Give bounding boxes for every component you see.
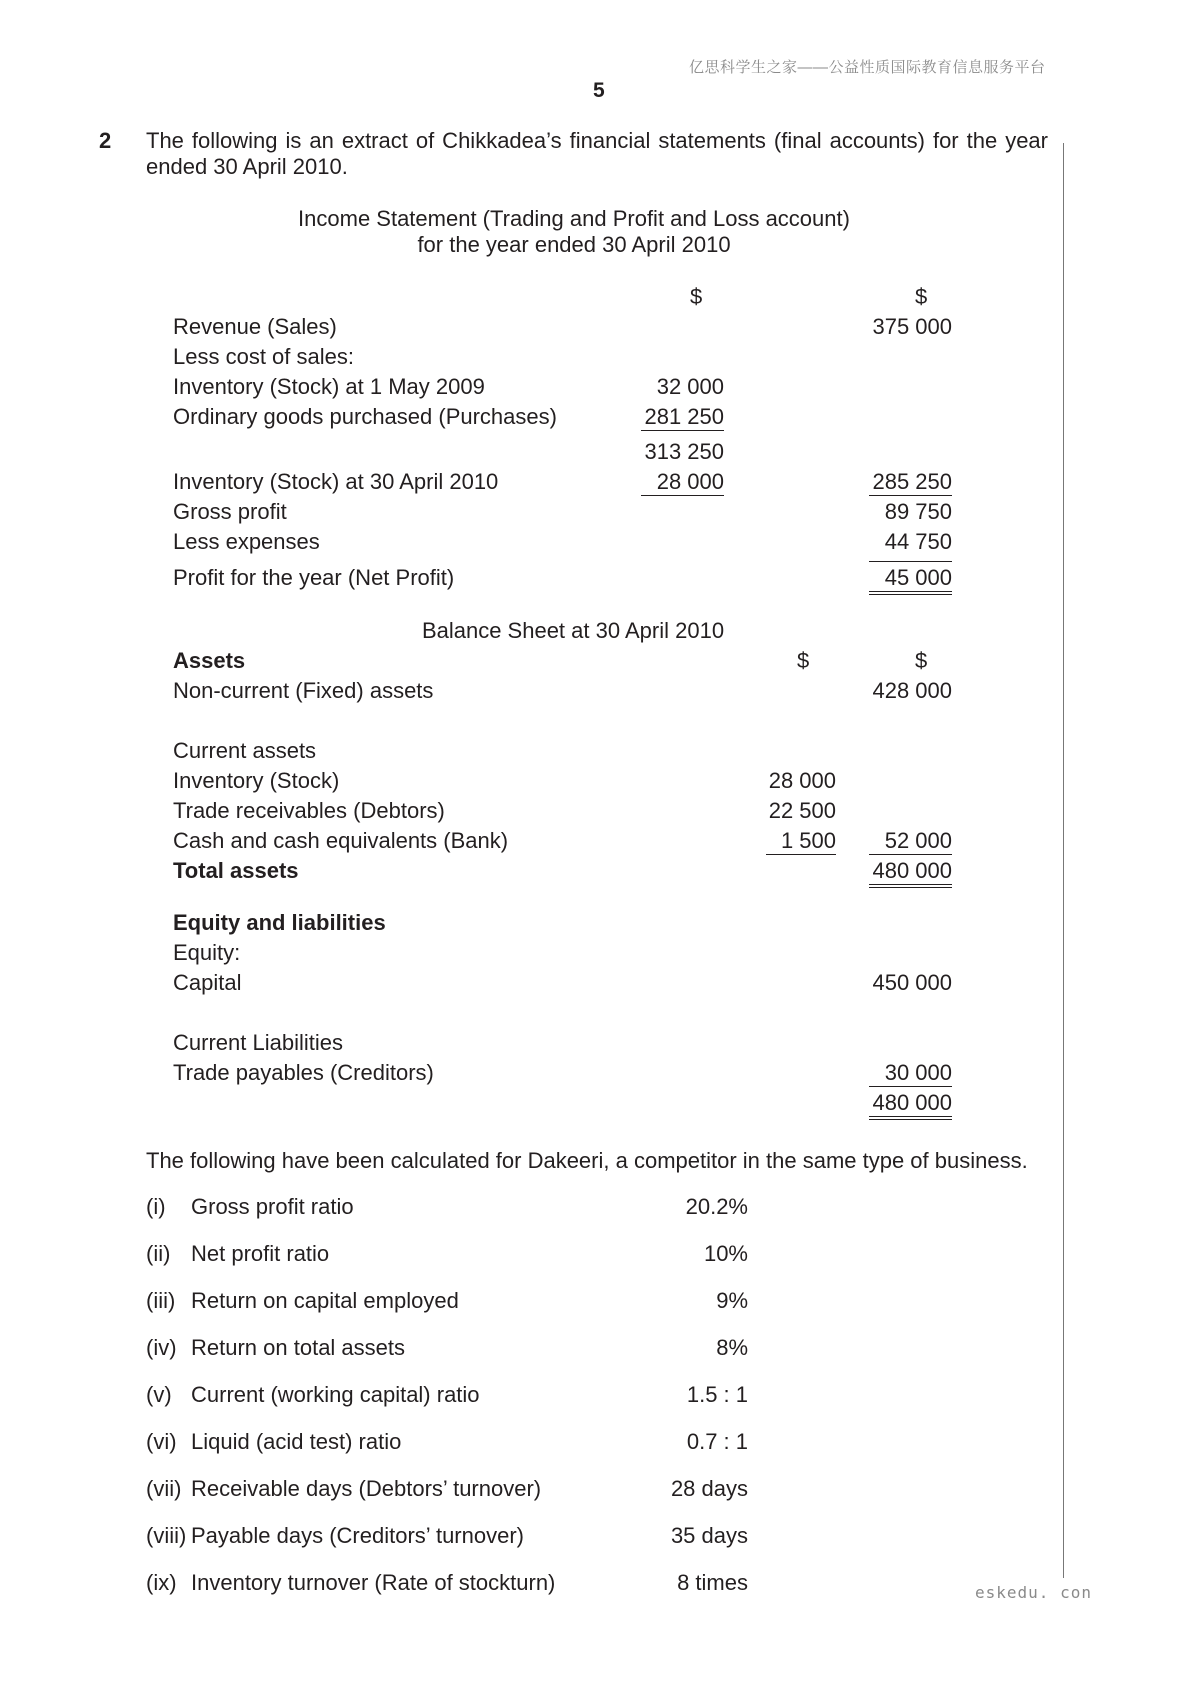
is-revenue-label: Revenue (Sales) xyxy=(173,314,337,339)
bs-capital-label: Capital xyxy=(173,970,242,995)
is-less-cos-label: Less cost of sales: xyxy=(173,344,354,369)
is-gross-profit-value: 89 750 xyxy=(884,499,952,524)
is-net-profit-label: Profit for the year (Net Profit) xyxy=(173,565,455,590)
ratio-value: 28 days xyxy=(670,1476,748,1501)
bs-non-current-value: 428 000 xyxy=(872,678,952,703)
ratio-value: 1.5 : 1 xyxy=(686,1382,748,1407)
bs-receivables-label: Trade receivables (Debtors) xyxy=(173,798,445,823)
ratio-number: (vi) xyxy=(146,1429,177,1454)
ratio-label: Net profit ratio xyxy=(191,1241,330,1266)
ratio-value: 8% xyxy=(716,1335,748,1360)
site-footer-text: eskedu. con xyxy=(975,1583,1092,1602)
bs-current-assets-total: 52 000 xyxy=(869,828,952,855)
bs-total-assets-value: 480 000 xyxy=(869,858,952,888)
income-statement-subtitle: for the year ended 30 April 2010 xyxy=(417,232,731,257)
is-closing-inventory-label: Inventory (Stock) at 30 April 2010 xyxy=(173,469,499,494)
balance-sheet-title: Balance Sheet at 30 April 2010 xyxy=(421,618,725,643)
is-net-profit-value: 45 000 xyxy=(869,561,952,595)
is-opening-inventory-value: 32 000 xyxy=(656,374,724,399)
ratio-number: (v) xyxy=(146,1382,172,1407)
is-revenue-value: 375 000 xyxy=(872,314,952,339)
bs-inventory-label: Inventory (Stock) xyxy=(173,768,340,793)
is-closing-inventory-value: 28 000 xyxy=(641,469,724,496)
is-col2-header: $ xyxy=(915,284,928,309)
bs-non-current-label: Non-current (Fixed) assets xyxy=(173,678,434,703)
bs-current-liabilities-heading: Current Liabilities xyxy=(173,1030,343,1055)
bs-current-assets-heading: Current assets xyxy=(173,738,317,763)
is-subtotal-value: 313 250 xyxy=(644,439,724,464)
ratio-number: (i) xyxy=(146,1194,166,1219)
income-statement-title: Income Statement (Trading and Profit and Loss account) xyxy=(298,206,850,231)
bs-capital-value: 450 000 xyxy=(872,970,952,995)
ratio-number: (viii) xyxy=(146,1523,187,1548)
bs-equity-label: Equity: xyxy=(173,940,241,965)
ratio-number: (iii) xyxy=(146,1288,176,1313)
is-col1-header: $ xyxy=(690,284,703,309)
bs-col2-header: $ xyxy=(915,648,928,673)
ratio-label: Gross profit ratio xyxy=(191,1194,354,1219)
is-purchases-value: 281 250 xyxy=(641,404,724,431)
bs-total-assets-label: Total assets xyxy=(173,858,299,883)
page-number: 5 xyxy=(593,79,605,102)
ratio-label: Current (working capital) ratio xyxy=(191,1382,480,1407)
competitor-intro: The following have been calculated for Dakeeri, a competitor in the same type of business. xyxy=(146,1148,1028,1173)
bs-equity-liabilities-heading: Equity and liabilities xyxy=(173,910,386,935)
is-opening-inventory-label: Inventory (Stock) at 1 May 2009 xyxy=(173,374,485,399)
bs-total-equity-liabilities-value: 480 000 xyxy=(869,1090,952,1120)
is-gross-profit-label: Gross profit xyxy=(173,499,287,524)
ratio-value: 20.2% xyxy=(685,1194,748,1219)
is-expenses-value: 44 750 xyxy=(884,529,952,554)
question-number: 2 xyxy=(99,128,112,153)
ratio-value: 0.7 : 1 xyxy=(686,1429,748,1454)
bs-payables-label: Trade payables (Creditors) xyxy=(173,1060,434,1085)
ratio-label: Payable days (Creditors’ turnover) xyxy=(191,1523,524,1548)
watermark-text: 亿思科学生之家——公益性质国际教育信息服务平台 xyxy=(689,59,1046,76)
ratio-label: Return on total assets xyxy=(191,1335,406,1360)
ratio-label: Inventory turnover (Rate of stockturn) xyxy=(191,1570,556,1595)
ratio-label: Liquid (acid test) ratio xyxy=(191,1429,402,1454)
margin-rule xyxy=(1063,143,1064,1578)
ratio-number: (ix) xyxy=(146,1570,177,1595)
bs-cash-label: Cash and cash equivalents (Bank) xyxy=(173,828,509,853)
ratio-label: Return on capital employed xyxy=(191,1288,459,1313)
question-intro-line1: The following is an extract of Chikkadea’s financial statements (final accounts) for the year xyxy=(146,128,1048,153)
ratio-value: 8 times xyxy=(677,1570,748,1595)
is-expenses-label: Less expenses xyxy=(173,529,320,554)
ratio-value: 10% xyxy=(703,1241,748,1266)
ratio-label: Receivable days (Debtors’ turnover) xyxy=(191,1476,542,1501)
bs-receivables-value: 22 500 xyxy=(768,798,836,823)
bs-assets-heading: Assets xyxy=(173,648,246,673)
question-intro-line2: ended 30 April 2010. xyxy=(146,154,348,179)
bs-col1-header: $ xyxy=(797,648,810,673)
bs-payables-value: 30 000 xyxy=(869,1060,952,1087)
bs-cash-value: 1 500 xyxy=(766,828,836,855)
ratio-number: (iv) xyxy=(146,1335,177,1360)
is-purchases-label: Ordinary goods purchased (Purchases) xyxy=(173,404,557,429)
ratio-number: (vii) xyxy=(146,1476,182,1501)
bs-inventory-value: 28 000 xyxy=(768,768,836,793)
ratio-number: (ii) xyxy=(146,1241,171,1266)
is-cost-of-sales-value: 285 250 xyxy=(869,469,952,496)
ratio-value: 35 days xyxy=(670,1523,748,1548)
ratio-value: 9% xyxy=(716,1288,748,1313)
